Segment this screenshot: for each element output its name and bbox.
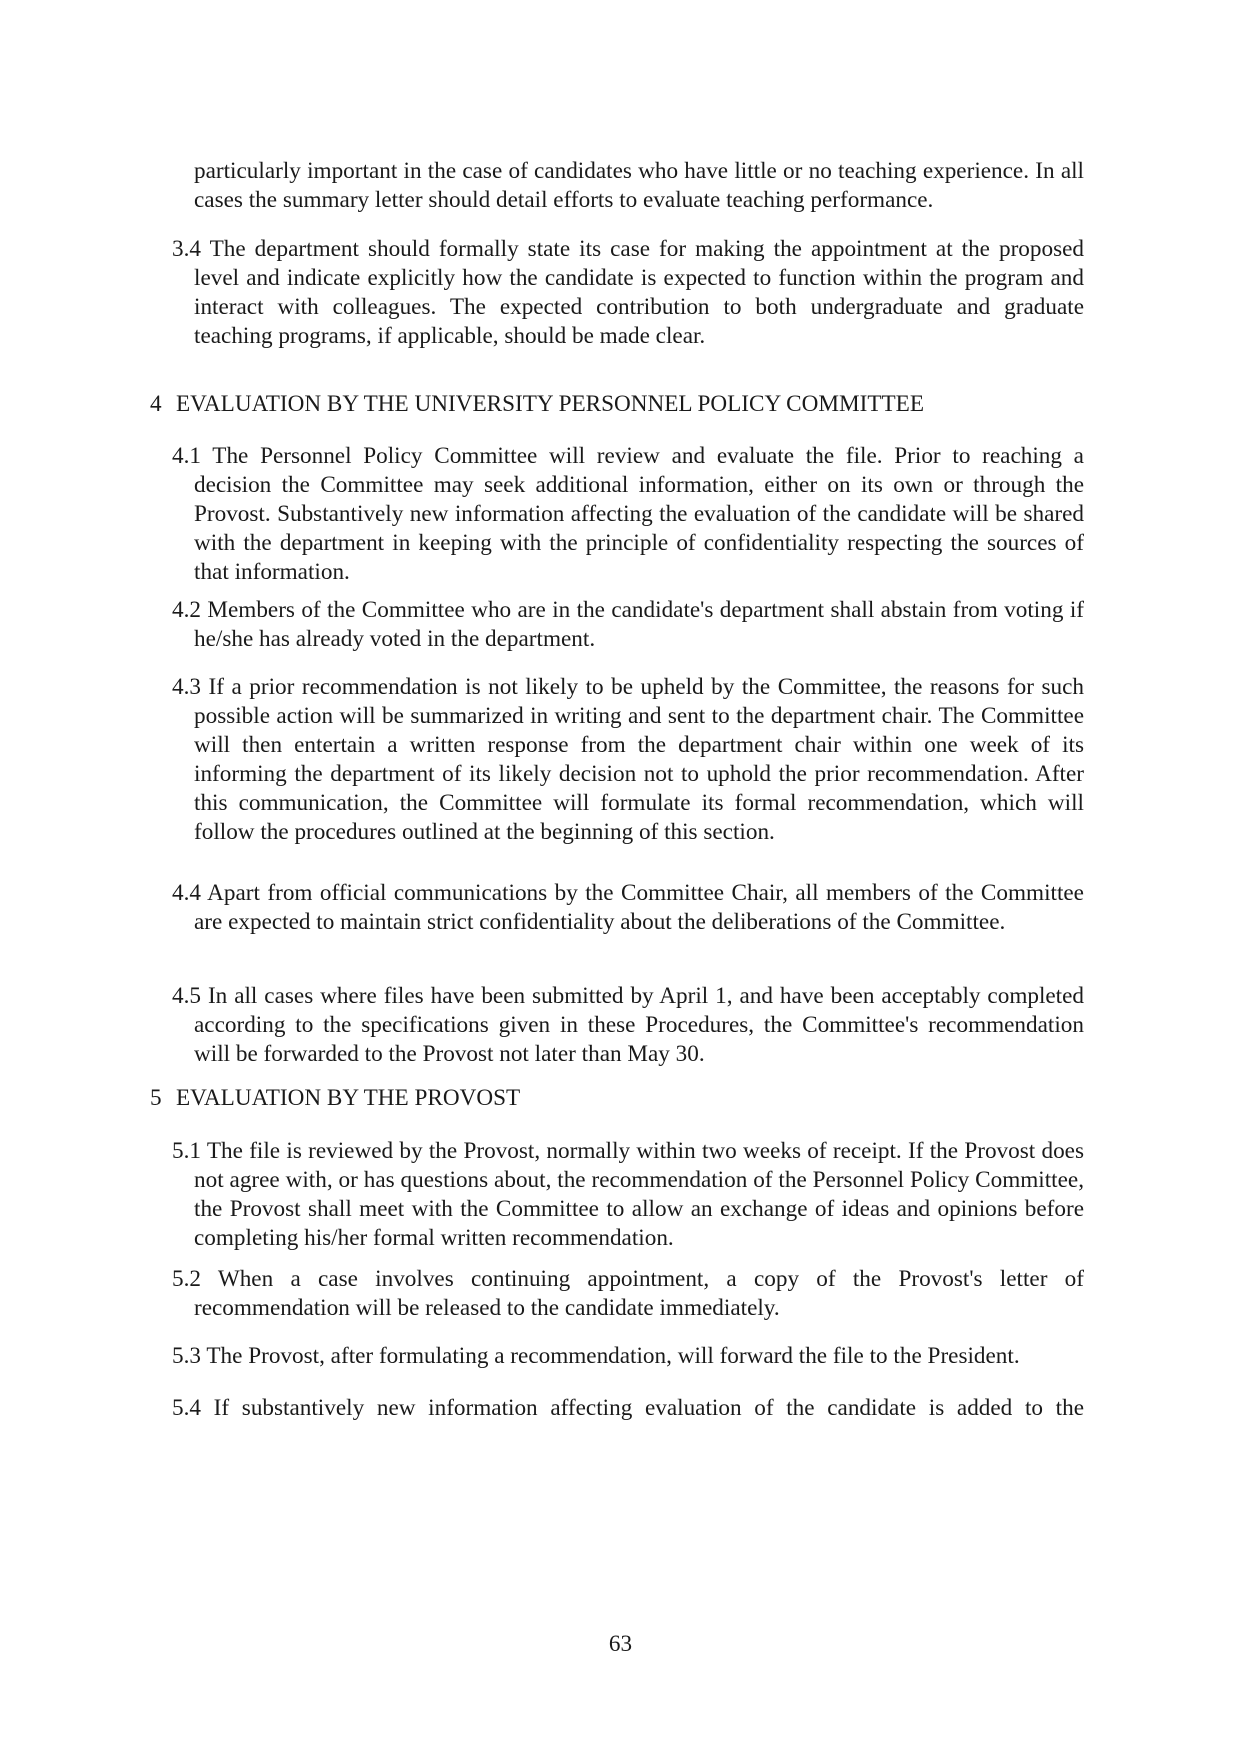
item-4-1 [172, 442, 1084, 587]
section-number: 5 [150, 1085, 162, 1111]
item-text: Members of the Committee who are in the candidate's department shall abstain from voting if he/she has already voted in the department. [194, 597, 1084, 652]
item-number: 3.4 [172, 236, 201, 262]
item-5-3 [172, 1342, 1084, 1371]
item-text: In all cases where files have been submitted by April 1, and have been acceptably completed according to the specifications given in these Procedures, the Committee's recommendation will be forwarded to the Provost not later than May 30. [194, 983, 1085, 1067]
item-number: 4.3 [172, 674, 201, 700]
item-5-1 [172, 1137, 1084, 1253]
item-number: 5.1 [172, 1138, 201, 1164]
item-text: When a case involves continuing appointment, a copy of the Provost's letter of recommendation will be released to the candidate immediately. [194, 1266, 1084, 1321]
item-text: Apart from official communications by the Committee Chair, all members of the Committee are expected to maintain strict confidentiality about the deliberations of the Committee. [194, 880, 1084, 935]
item-text: If substantively new information affecting evaluation of the candidate is added to the [213, 1395, 1084, 1421]
item-4-5 [172, 982, 1084, 1069]
section-title: EVALUATION BY THE UNIVERSITY PERSONNEL POLICY COMMITTEE [176, 391, 924, 417]
item-number: 4.1 [172, 443, 201, 469]
item-text: The file is reviewed by the Provost, normally within two weeks of receipt. If the Provost does not agree with, or has questions about, the recommendation of the Personnel Policy Committee, the Provost shall meet with the Committee to allow an exchange of ideas and opinions before completing his/her formal written recommendation. [194, 1138, 1084, 1251]
section-title: EVALUATION BY THE PROVOST [176, 1085, 521, 1111]
item-text: The department should formally state its case for making the appointment at the proposed level and indicate explicitly how the candidate is expected to function within the program and interact with colleagues. The expected contribution to both undergraduate and graduate teaching programs, if applicable, should be made clear. [194, 236, 1084, 349]
item-text: The Provost, after formulating a recommendation, will forward the file to the President. [206, 1343, 1020, 1369]
section-4-heading [150, 390, 924, 419]
continuation-paragraph [172, 157, 1084, 215]
item-number: 5.2 [172, 1266, 201, 1292]
item-4-4 [172, 879, 1084, 937]
section-number: 4 [150, 391, 162, 417]
item-5-4 [172, 1394, 1084, 1423]
item-5-2 [172, 1265, 1084, 1323]
item-number: 4.2 [172, 597, 201, 623]
item-text: If a prior recommendation is not likely to be upheld by the Committee, the reasons for such possible action will be summarized in writing and sent to the department chair. The Committee will then entertain a written response from the department chair within one week of its informing the department of its likely decision not to uphold the prior recommendation. After this communication, the Committee will formulate its formal recommendation, which will follow the procedures outlined at the beginning of this section. [194, 674, 1084, 845]
item-number: 5.3 [172, 1343, 201, 1369]
page-number: 63 [608, 1631, 633, 1657]
item-number: 4.5 [172, 983, 201, 1009]
item-text: The Personnel Policy Committee will review and evaluate the file. Prior to reaching a decision the Committee may seek additional information, either on its own or through the Provost. Substantively new information affecting the evaluation of the candidate will be shared with the department in keeping with the principle of confidentiality respecting the sources of that information. [194, 443, 1084, 585]
item-number: 5.4 [172, 1395, 201, 1421]
item-3-4 [172, 235, 1084, 351]
item-4-3 [172, 673, 1084, 847]
section-5-heading [150, 1084, 520, 1113]
item-4-2 [172, 596, 1084, 654]
item-number: 4.4 [172, 880, 201, 906]
paragraph-text: particularly important in the case of candidates who have little or no teaching experience. In all cases the summary letter should detail efforts to evaluate teaching performance. [194, 158, 1084, 213]
